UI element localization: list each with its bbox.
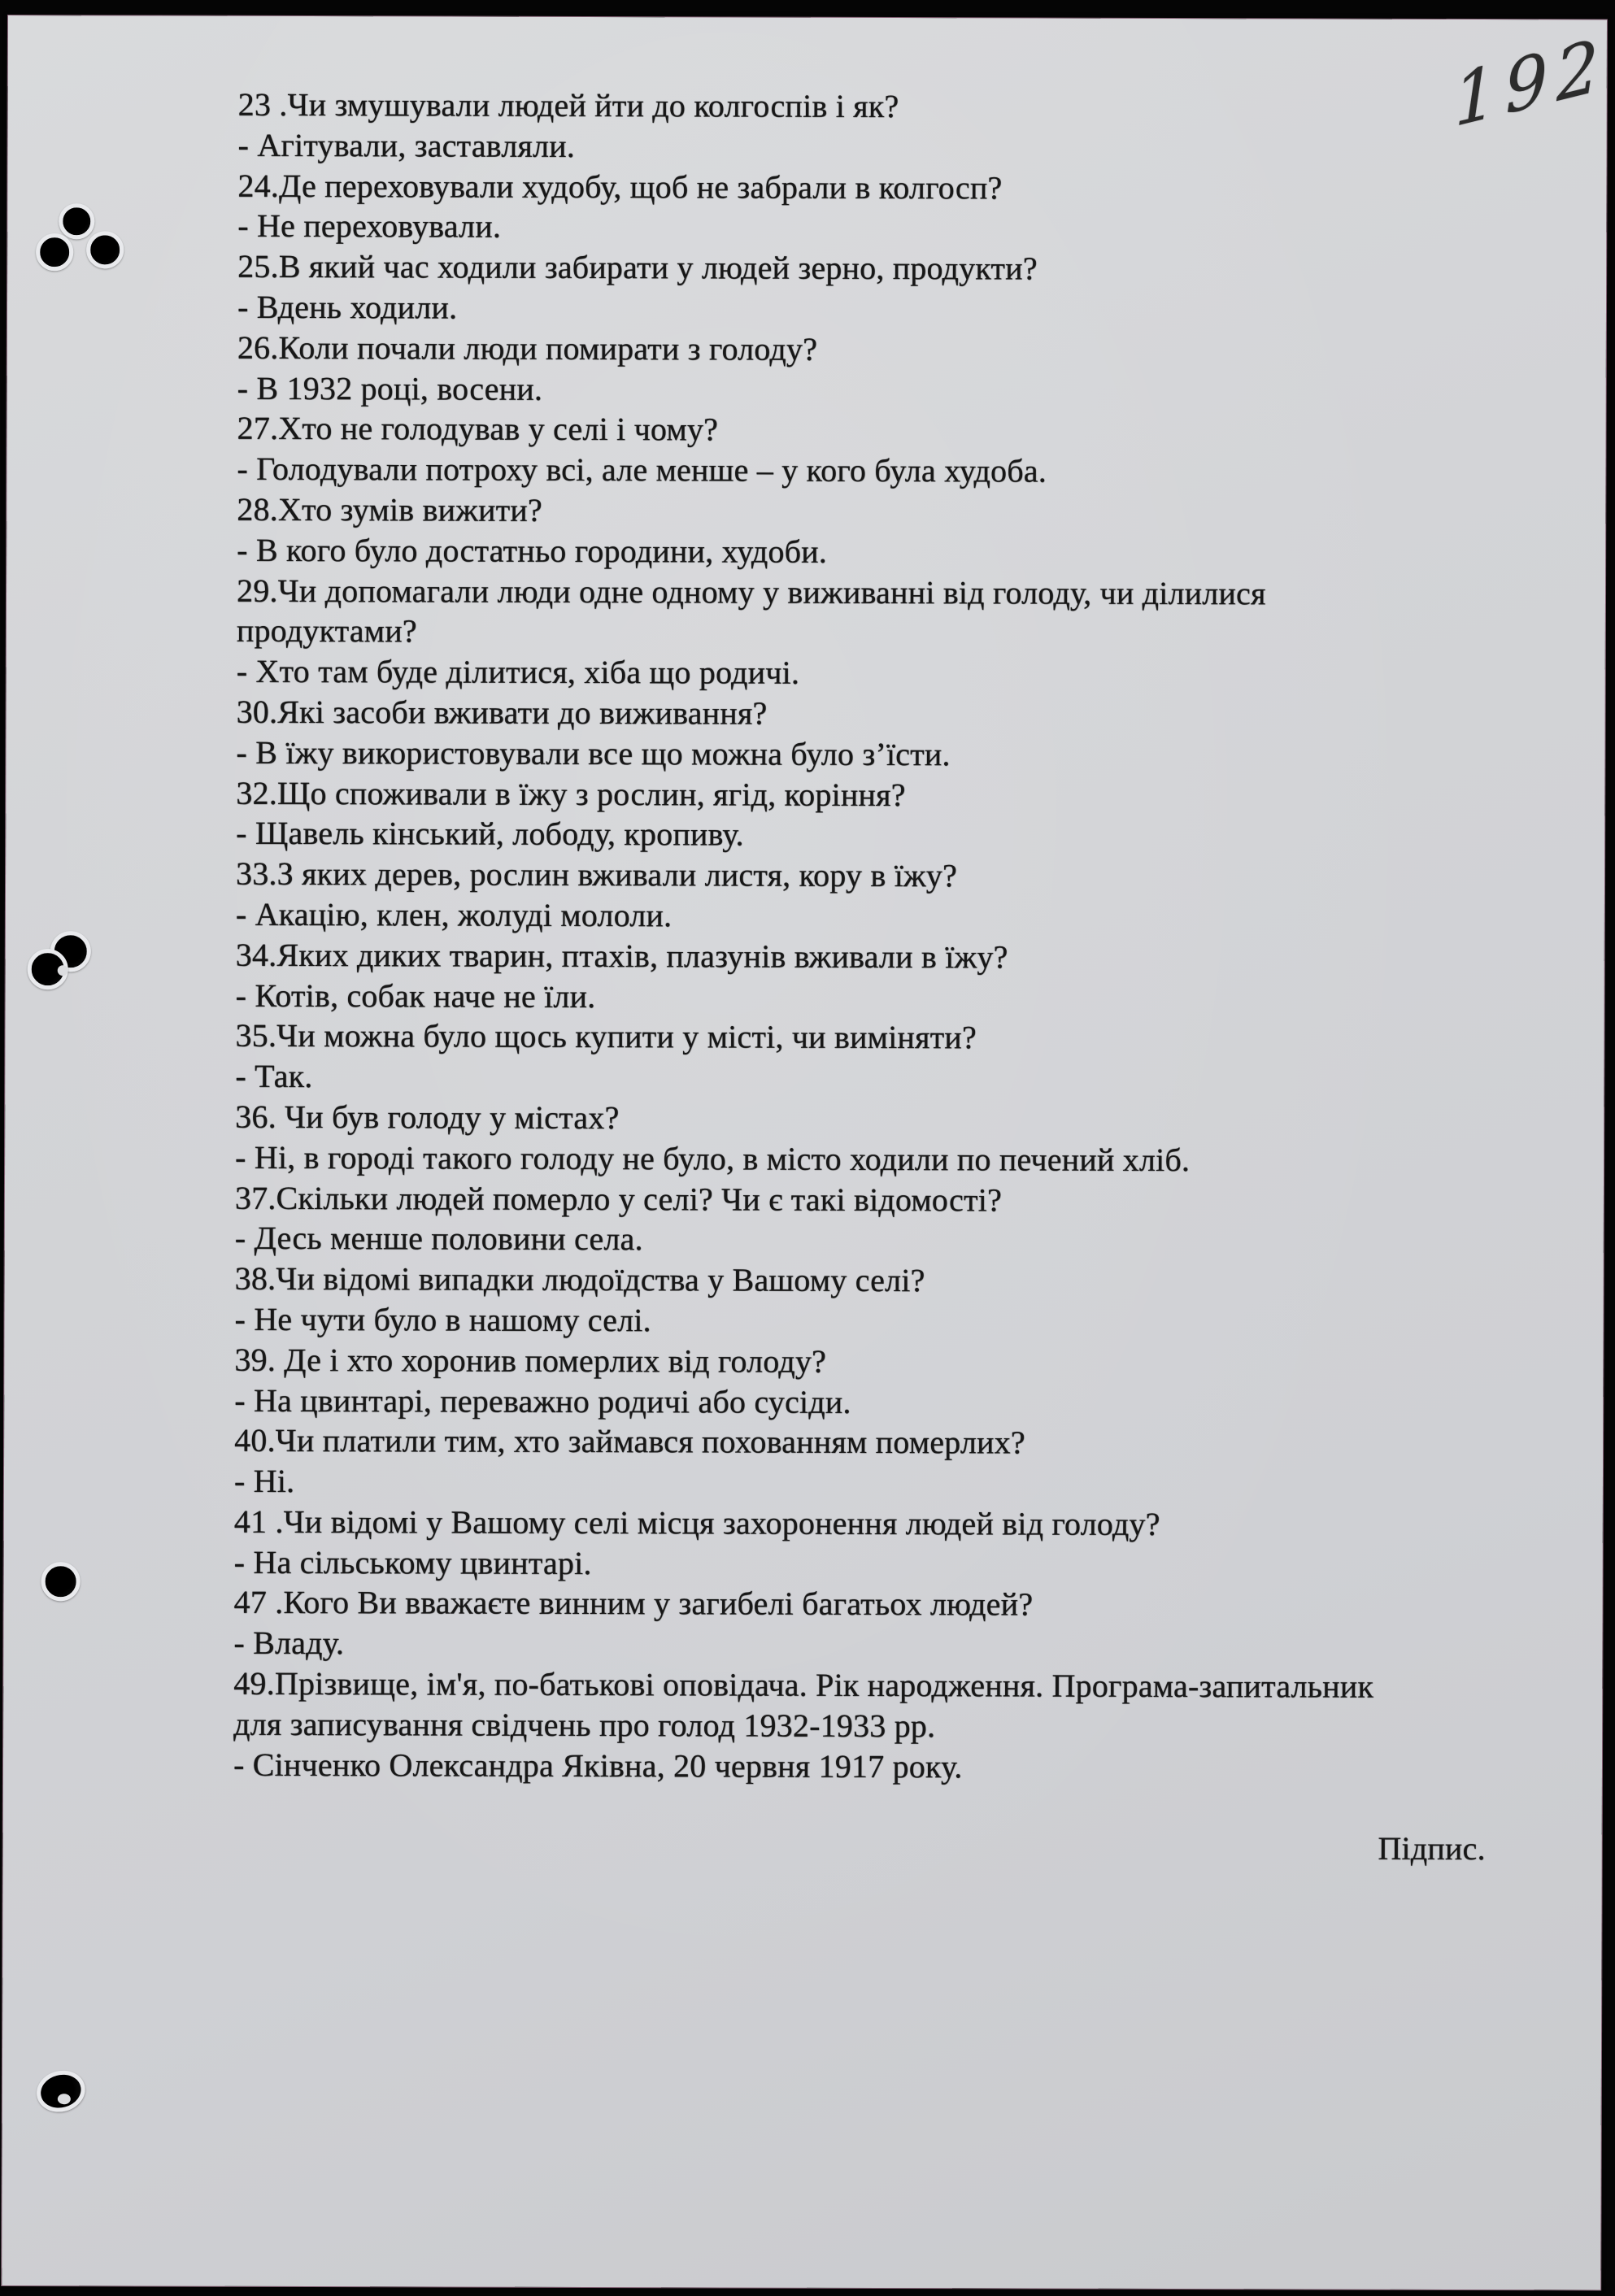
punch-hole-paper-notch bbox=[58, 2094, 71, 2104]
text-line: - Голодували потроху всі, але менше – у кого була худоба. bbox=[237, 450, 1047, 489]
text-line: 37.Скільки людей померло у селі? Чи є такі відомості? bbox=[234, 1179, 1003, 1218]
handwritten-page-number: 192 bbox=[1452, 22, 1608, 144]
text-line: - На цвинтарі, переважно родичі або сусіди. bbox=[234, 1381, 851, 1420]
text-line: 41 .Чи відомі у Вашому селі місця захоронення людей від голоду? bbox=[233, 1502, 1160, 1542]
document-lines bbox=[233, 85, 1492, 1789]
text-line: 47 .Кого Ви вважаєте винним у загибелі багатьох людей? bbox=[233, 1584, 1034, 1624]
text-line: - Не чути було в нашому селі. bbox=[234, 1300, 651, 1339]
text-line: 30.Які засоби вживати до виживання? bbox=[236, 693, 768, 732]
text-line: - Агітували, заставляли. bbox=[237, 126, 576, 164]
text-line: 27.Хто не голодував у селі і чому? bbox=[237, 410, 719, 448]
text-line: - В кого було достатньо городини, худоби. bbox=[237, 531, 828, 570]
text-line: 34.Яких диких тварин, птахів, плазунів вживали в їжу? bbox=[235, 936, 1008, 976]
text-line: - Десь менше половини села. bbox=[234, 1220, 643, 1258]
questionnaire-text bbox=[233, 85, 1492, 1869]
text-line: - Сінченко Олександра Яківна, 20 червня 1917 року. bbox=[233, 1746, 963, 1785]
text-line: - Акацію, клен, жолуді мололи. bbox=[235, 895, 673, 934]
text-line: 24.Де переховували худобу, щоб не забрали в колгосп? bbox=[237, 167, 1003, 207]
text-line: - Так. bbox=[235, 1057, 313, 1095]
text-line: - На сільському цвинтарі. bbox=[233, 1543, 592, 1581]
text-line: продуктами? bbox=[236, 612, 417, 650]
punch-hole bbox=[36, 233, 73, 271]
text-line: - Котів, собак наче не їли. bbox=[235, 976, 596, 1015]
text-line: 38.Чи відомі випадки людоїдства у Вашому селі? bbox=[234, 1259, 925, 1299]
text-line: - В 1932 році, восени. bbox=[237, 369, 543, 407]
punch-hole bbox=[32, 2065, 89, 2117]
punch-hole bbox=[86, 231, 124, 268]
text-line: - Владу. bbox=[233, 1624, 345, 1662]
text-line: - Хто там буде ділитися, хіба що родичі. bbox=[236, 652, 800, 691]
text-line: 32.Що споживали в їжу з рослин, ягід, коріння? bbox=[236, 774, 906, 813]
text-line: 23 .Чи змушували людей йти до колгоспів і як? bbox=[237, 85, 899, 125]
text-line: 36. Чи був голоду у містах? bbox=[235, 1098, 620, 1137]
text-line: для записування свідчень про голод 1932-1933 рр. bbox=[233, 1705, 936, 1745]
text-line: - Вдень ходили. bbox=[237, 288, 458, 326]
punch-hole bbox=[41, 1562, 81, 1601]
text-line: - Ні, в городі такого голоду не було, в місто ходили по печений хліб. bbox=[235, 1138, 1191, 1178]
text-line: - В їжу використовували все що можна було з’їсти. bbox=[236, 733, 951, 772]
text-line: 49.Прізвище, ім'я, по-батькові оповідача. Рік народження. Програма-запитальник bbox=[233, 1664, 1374, 1705]
scanned-document-page bbox=[2, 15, 1607, 2289]
text-line: 33.З яких дерев, рослин вживали листя, кору в їжу? bbox=[235, 854, 958, 894]
text-line: 29.Чи допомагали люди одне одному у виживанні від голоду, чи ділилися bbox=[236, 572, 1266, 611]
text-line: 40.Чи платили тим, хто займався похованням померлих? bbox=[234, 1422, 1025, 1461]
text-line: 39. Де і хто хоронив померлих від голоду? bbox=[234, 1341, 827, 1380]
text-line: 26.Коли почали люди помирати з голоду? bbox=[237, 328, 818, 367]
text-line: - Щавель кінський, лободу, кропиву. bbox=[236, 815, 744, 853]
signature-label: Підпис. bbox=[1378, 1829, 1486, 1868]
text-line: - Не переховували. bbox=[237, 207, 502, 246]
punch-hole-paper-notch bbox=[58, 965, 68, 976]
text-line: 28.Хто зумів вижити? bbox=[237, 490, 542, 528]
text-line: - Ні. bbox=[233, 1462, 295, 1500]
punch-hole bbox=[59, 203, 94, 239]
text-line: 35.Чи можна було щось купити у місті, чи виміняти? bbox=[235, 1017, 977, 1056]
text-line: 25.В який час ходили забирати у людей зерно, продукти? bbox=[237, 247, 1038, 287]
